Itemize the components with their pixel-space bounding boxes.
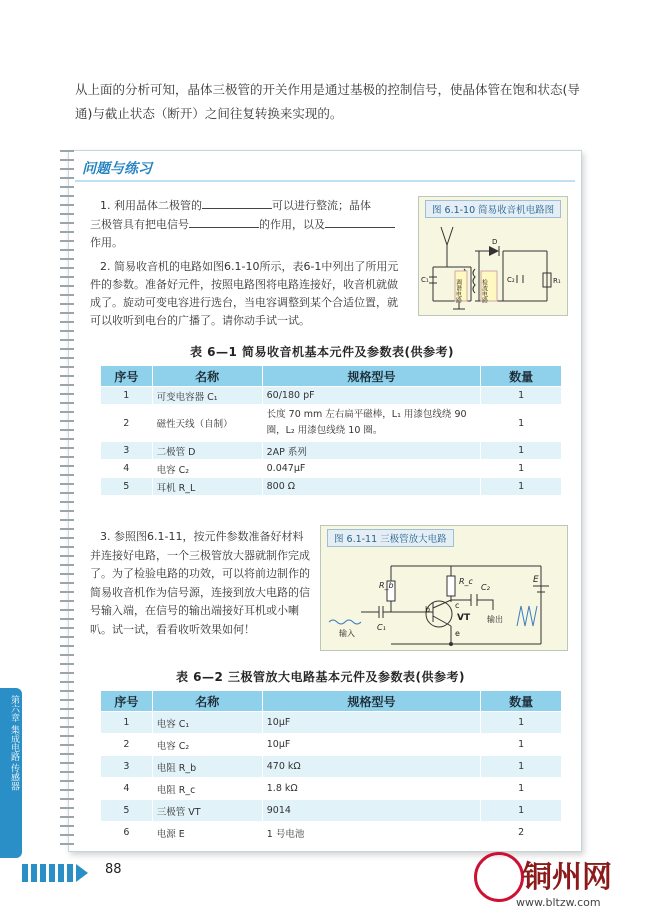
table-1-caption: 表 6—1 简易收音机基本元件及参数表(供参考)	[190, 345, 455, 359]
table-row: 4 电阻 R_c 1.8 kΩ 1	[101, 778, 562, 800]
label-rb: R_b	[379, 581, 394, 590]
col-header: 规格型号	[262, 366, 481, 387]
label-d: D	[492, 238, 498, 246]
chapter-side-label: 第六章 集成电路 传感器	[9, 695, 19, 791]
table-row: 6 电源 E 1 号电池 2	[101, 822, 562, 844]
col-header: 序号	[101, 366, 153, 387]
answer-blank[interactable]	[202, 196, 272, 209]
figure-radio-circuit	[418, 196, 568, 316]
figure-title: 图 6.1-10 简易收音机电路图	[425, 200, 561, 218]
label-input: 输入	[339, 629, 355, 638]
table-row: 2 磁性天线（自制） 长度 70 mm 左右扁平磁棒，L₁ 用漆包线绕 90 圈，L₂ 用漆包线绕 10 圈。 1	[101, 405, 562, 442]
question-3: 3. 参照图6.1-11，按元件参数准备好材料并连接好电路，一个三极管放大器就制作完成了。为了检验电路的功效，可以将前边制作的简易收音机作为信号源，连接到放大电路的信号输入端，在信号的输出端接好耳机或小喇叭。试一试，看看收听效果如何！	[90, 530, 310, 636]
table-row: 4 电容 C₂ 0.047μF 1	[101, 460, 562, 478]
label-c: c	[455, 601, 460, 610]
table-row: 5 耳机 R_L 800 Ω 1	[101, 478, 562, 496]
table-2	[100, 690, 562, 844]
label-detect-circuit: 检波电路	[480, 279, 488, 303]
label-e: e	[455, 629, 460, 638]
label-b: b	[425, 605, 431, 614]
col-header: 数量	[481, 366, 562, 387]
label-tune-circuit: 调谐电路	[454, 279, 462, 303]
answer-blank[interactable]	[325, 215, 395, 228]
page-number: 88	[105, 862, 122, 877]
page-number-stripes-icon	[22, 860, 98, 886]
figure-title: 图 6.1-11 三极管放大电路	[327, 529, 454, 547]
table-row: 2 电容 C₂ 10μF 1	[101, 734, 562, 756]
table-row: 5 三极管 VT 9014 1	[101, 800, 562, 822]
label-rl: R₁	[553, 277, 561, 285]
col-header: 序号	[101, 691, 153, 712]
table-2-caption: 表 6—2 三极管放大电路基本元件及参数表(供参考)	[176, 670, 466, 684]
radio-circuit-diagram	[419, 197, 567, 315]
table-row: 1 可变电容器 C₁ 60/180 pF 1	[101, 387, 562, 405]
figure-amplifier-circuit	[320, 525, 568, 651]
col-header: 名称	[152, 691, 262, 712]
label-e-source: E	[533, 575, 539, 585]
label-c1: C₁	[421, 276, 429, 284]
label-c2: C₂	[481, 583, 490, 592]
intro-paragraph: 从上面的分析可知，晶体三极管的开关作用是通过基极的控制信号，使晶体管在饱和状态(导通)与截止状态（断开）之间往复转换来实现的。	[75, 82, 580, 121]
label-output: 输出	[487, 615, 503, 624]
table-row: 3 二极管 D 2AP 系列 1	[101, 442, 562, 460]
watermark-name: 铜州网	[522, 860, 612, 895]
answer-blank[interactable]	[189, 215, 259, 228]
col-header: 规格型号	[262, 691, 481, 712]
spiral-binding	[60, 150, 74, 850]
watermark-logo-icon	[474, 852, 524, 902]
watermark-url: www.bltzw.com	[516, 896, 601, 909]
table-1	[100, 365, 562, 496]
label-c2: C₂	[507, 276, 515, 284]
table-row: 1 电容 C₁ 10μF 1	[101, 712, 562, 734]
label-c1: C₁	[377, 623, 386, 632]
col-header: 数量	[481, 691, 562, 712]
question-1: 1. 利用晶体二极管的 可以进行整流；晶体 三极管具有把电信号 的作用，以及 作用。	[90, 196, 410, 252]
section-title: 问题与练习	[82, 161, 152, 177]
label-vt: VT	[457, 613, 471, 623]
label-rc: R_c	[459, 577, 473, 586]
amplifier-circuit-diagram	[321, 526, 567, 650]
table-row: 3 电阻 R_b 470 kΩ 1	[101, 756, 562, 778]
section-divider	[75, 180, 575, 182]
col-header: 名称	[152, 366, 262, 387]
question-2: 2. 简易收音机的电路如图6.1-10所示，表6-1中列出了所用元件的参数。准备好元件，按照电路图将电路连接好，收音机就做成了。旋动可变电容进行选台，当电容调整到某个合适位置，就可以收听到电台的广播了。请你动手试一试。	[90, 260, 399, 327]
